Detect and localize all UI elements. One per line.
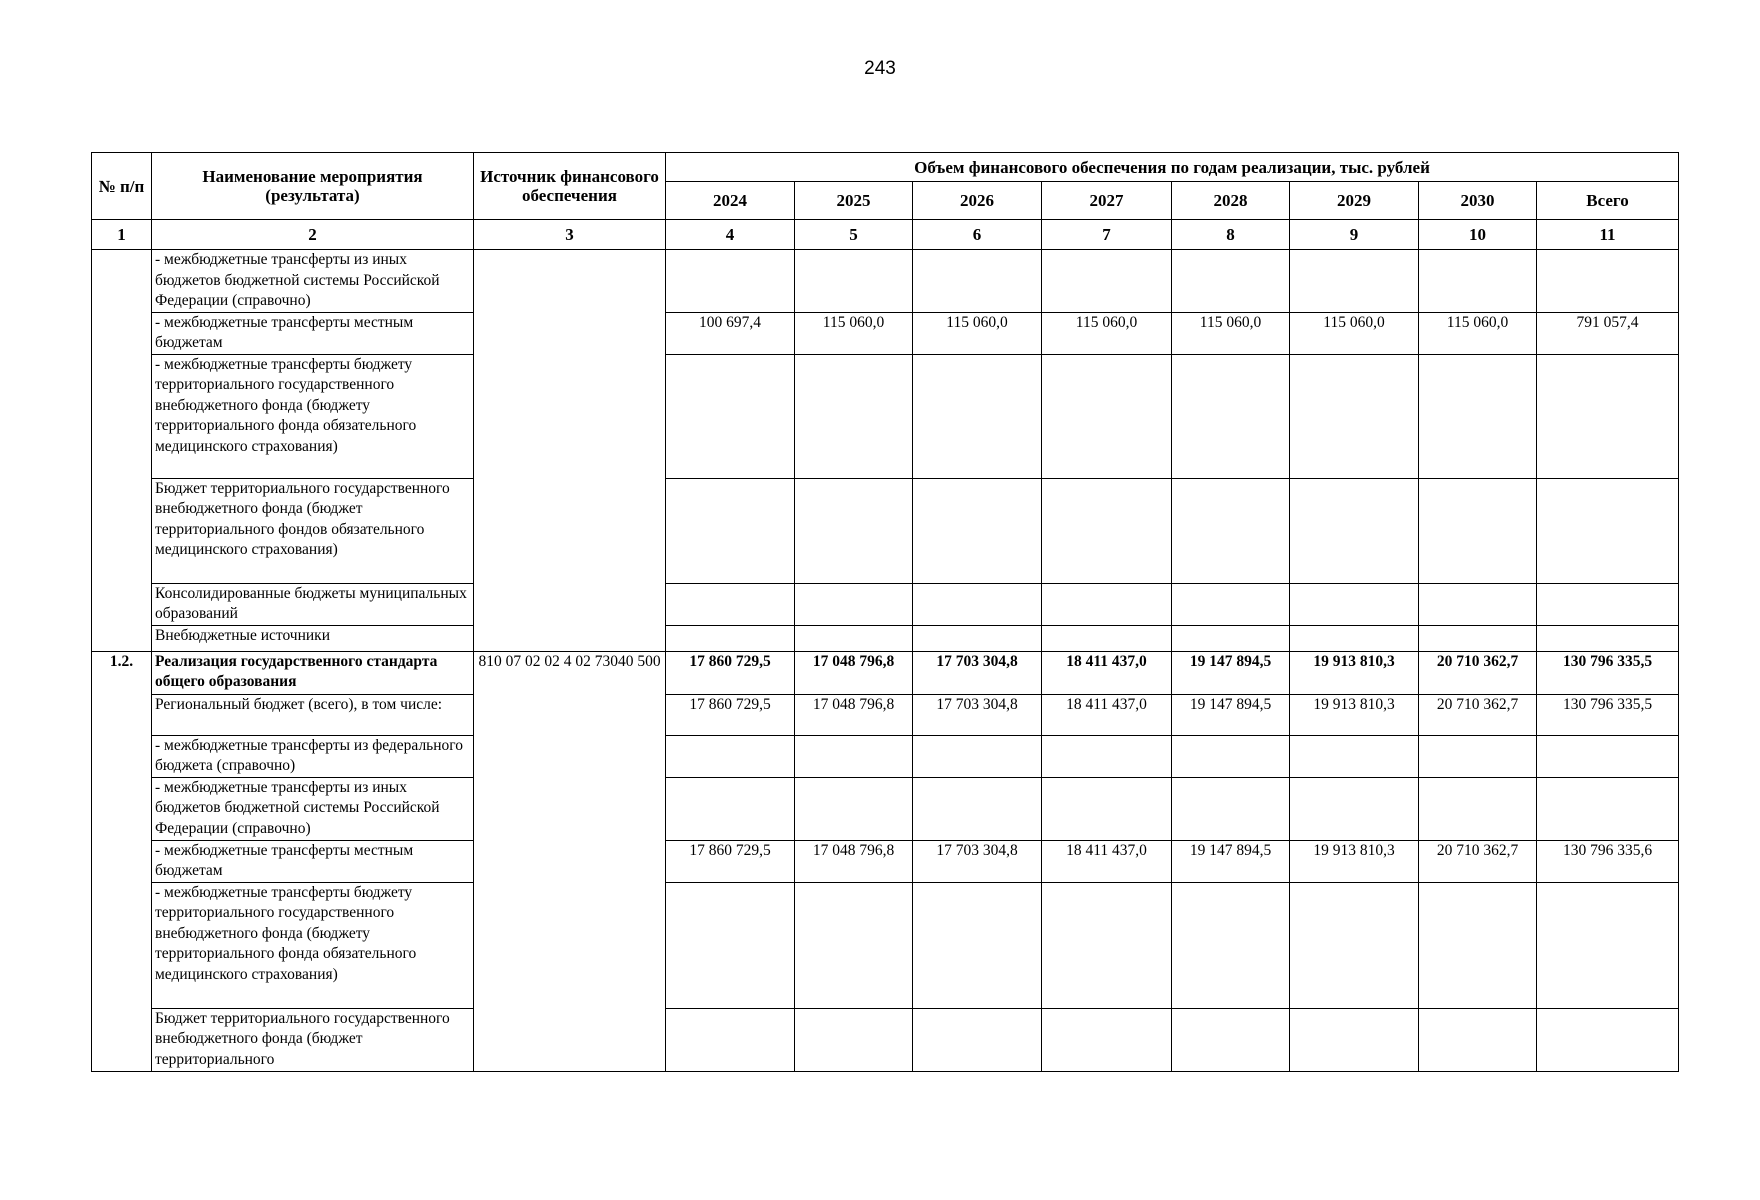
value-cell: 115 060,0 [1172,312,1290,354]
row-source-code: 810 07 02 02 4 02 73040 500 [474,651,666,1071]
value-cell [795,735,913,777]
value-cell [1537,250,1679,313]
value-cell: 17 703 304,8 [913,694,1042,735]
value-cell [1042,777,1172,840]
value-cell: 20 710 362,7 [1419,840,1537,882]
value-cell: 17 703 304,8 [913,840,1042,882]
value-cell [795,1008,913,1071]
value-cell [913,882,1042,1008]
value-cell: 17 048 796,8 [795,651,913,694]
value-cell: 17 860 729,5 [666,694,795,735]
value-cell [1419,882,1537,1008]
row-name: - межбюджетные трансферты из иных бюджетов бюджетной системы Российской Федерации (справочно) [152,777,474,840]
header-year: 2028 [1172,182,1290,220]
column-number: 7 [1042,220,1172,250]
value-cell [1537,882,1679,1008]
row-name: - межбюджетные трансферты местным бюджетам [152,312,474,354]
value-cell [1172,478,1290,583]
row-name: Бюджет территориального государственного внебюджетного фонда (бюджет территориального фондов обязательного медицинского страхования) [152,478,474,583]
header-name: Наименование мероприятия (результата) [152,153,474,220]
table-row [92,478,1679,583]
value-cell [1419,625,1537,651]
table-row [92,625,1679,651]
value-cell [913,583,1042,625]
value-cell [1172,777,1290,840]
value-cell [1042,250,1172,313]
value-cell [1419,777,1537,840]
row-index-empty [92,250,152,652]
value-cell: 115 060,0 [1042,312,1172,354]
value-cell: 115 060,0 [913,312,1042,354]
value-cell: 130 796 335,5 [1537,694,1679,735]
table-row [92,694,1679,735]
page-number: 243 [864,58,896,79]
row-name: - межбюджетные трансферты бюджету территориального государственного внебюджетного фонда (бюджету территориального фонда обязательного медицинского страхования) [152,882,474,1008]
row-name: Внебюджетные источники [152,625,474,651]
value-cell [913,1008,1042,1071]
value-cell: 17 048 796,8 [795,840,913,882]
header-row [92,153,1679,182]
value-cell [1172,354,1290,478]
value-cell [1419,1008,1537,1071]
row-name: - межбюджетные трансферты местным бюджетам [152,840,474,882]
value-cell [1419,478,1537,583]
value-cell [1172,250,1290,313]
value-cell [1537,478,1679,583]
header-year: 2029 [1290,182,1419,220]
column-number: 10 [1419,220,1537,250]
value-cell: 19 913 810,3 [1290,694,1419,735]
column-number: 4 [666,220,795,250]
column-number: 6 [913,220,1042,250]
value-cell [1290,1008,1419,1071]
value-cell: 115 060,0 [1419,312,1537,354]
value-cell: 17 860 729,5 [666,840,795,882]
value-cell: 20 710 362,7 [1419,694,1537,735]
value-cell [1537,735,1679,777]
value-cell [795,478,913,583]
header-year: 2025 [795,182,913,220]
header-year: 2026 [913,182,1042,220]
value-cell: 130 796 335,5 [1537,651,1679,694]
table-row [92,882,1679,1008]
table-row [92,840,1679,882]
value-cell [666,250,795,313]
value-cell: 115 060,0 [795,312,913,354]
table-row [92,250,1679,313]
value-cell [795,882,913,1008]
value-cell [666,735,795,777]
value-cell [795,250,913,313]
value-cell [1172,1008,1290,1071]
value-cell [913,354,1042,478]
value-cell: 17 703 304,8 [913,651,1042,694]
value-cell [1172,735,1290,777]
table-row [92,354,1679,478]
row-name: Региональный бюджет (всего), в том числе: [152,694,474,735]
value-cell [1419,583,1537,625]
value-cell [1419,250,1537,313]
value-cell: 19 913 810,3 [1290,840,1419,882]
row-name: Реализация государственного стандарта общего образования [152,651,474,694]
value-cell [666,478,795,583]
value-cell: 18 411 437,0 [1042,651,1172,694]
value-cell [1419,354,1537,478]
value-cell [1042,478,1172,583]
table-row [92,651,1679,694]
value-cell: 19 913 810,3 [1290,651,1419,694]
row-name: Бюджет территориального государственного внебюджетного фонда (бюджет территориального [152,1008,474,1071]
column-number: 5 [795,220,913,250]
table-row [92,1008,1679,1071]
value-cell [1537,354,1679,478]
value-cell [1290,882,1419,1008]
value-cell: 19 147 894,5 [1172,840,1290,882]
table-row [92,777,1679,840]
header-year: 2024 [666,182,795,220]
value-cell [1419,735,1537,777]
value-cell [1290,354,1419,478]
row-name: Консолидированные бюджеты муниципальных образований [152,583,474,625]
value-cell [1290,735,1419,777]
column-number: 2 [152,220,474,250]
value-cell [666,1008,795,1071]
value-cell [1042,882,1172,1008]
value-cell [1290,478,1419,583]
value-cell [666,777,795,840]
column-numbers-row [92,220,1679,250]
column-number: 11 [1537,220,1679,250]
value-cell [666,354,795,478]
column-number: 1 [92,220,152,250]
value-cell [913,735,1042,777]
value-cell [1537,1008,1679,1071]
value-cell: 18 411 437,0 [1042,694,1172,735]
header-num: № п/п [92,153,152,220]
value-cell [1172,625,1290,651]
table-row [92,735,1679,777]
value-cell [795,625,913,651]
value-cell [666,882,795,1008]
value-cell: 20 710 362,7 [1419,651,1537,694]
column-number: 9 [1290,220,1419,250]
row-index: 1.2. [92,651,152,1071]
row-name: - межбюджетные трансферты из иных бюджетов бюджетной системы Российской Федерации (справочно) [152,250,474,313]
header-volume: Объем финансового обеспечения по годам реализации, тыс. рублей [666,153,1679,182]
column-number: 8 [1172,220,1290,250]
value-cell [795,777,913,840]
value-cell: 791 057,4 [1537,312,1679,354]
value-cell [1290,777,1419,840]
value-cell [913,250,1042,313]
value-cell [1537,583,1679,625]
value-cell: 100 697,4 [666,312,795,354]
value-cell [666,583,795,625]
table-row [92,583,1679,625]
value-cell [1042,1008,1172,1071]
value-cell [913,478,1042,583]
value-cell: 17 860 729,5 [666,651,795,694]
header-year: 2030 [1419,182,1537,220]
budget-table [91,152,1679,1072]
header-total: Всего [1537,182,1679,220]
value-cell: 17 048 796,8 [795,694,913,735]
value-cell [1042,625,1172,651]
row-name: - межбюджетные трансферты из федерального бюджета (справочно) [152,735,474,777]
header-source: Источник финансового обеспечения [474,153,666,220]
value-cell [913,777,1042,840]
value-cell [795,354,913,478]
value-cell [1042,583,1172,625]
value-cell: 115 060,0 [1290,312,1419,354]
column-number: 3 [474,220,666,250]
row-name: - межбюджетные трансферты бюджету территориального государственного внебюджетного фонда (бюджету территориального фонда обязательного медицинского страхования) [152,354,474,478]
value-cell [1172,583,1290,625]
value-cell [913,625,1042,651]
header-year: 2027 [1042,182,1172,220]
table-row [92,312,1679,354]
value-cell: 19 147 894,5 [1172,651,1290,694]
value-cell [1290,583,1419,625]
value-cell [1172,882,1290,1008]
value-cell: 130 796 335,6 [1537,840,1679,882]
value-cell [1537,777,1679,840]
value-cell [1537,625,1679,651]
value-cell: 19 147 894,5 [1172,694,1290,735]
value-cell [1042,735,1172,777]
value-cell [666,625,795,651]
value-cell [1290,250,1419,313]
value-cell [795,583,913,625]
value-cell [1042,354,1172,478]
value-cell [1290,625,1419,651]
value-cell: 18 411 437,0 [1042,840,1172,882]
row-source-empty [474,250,666,652]
